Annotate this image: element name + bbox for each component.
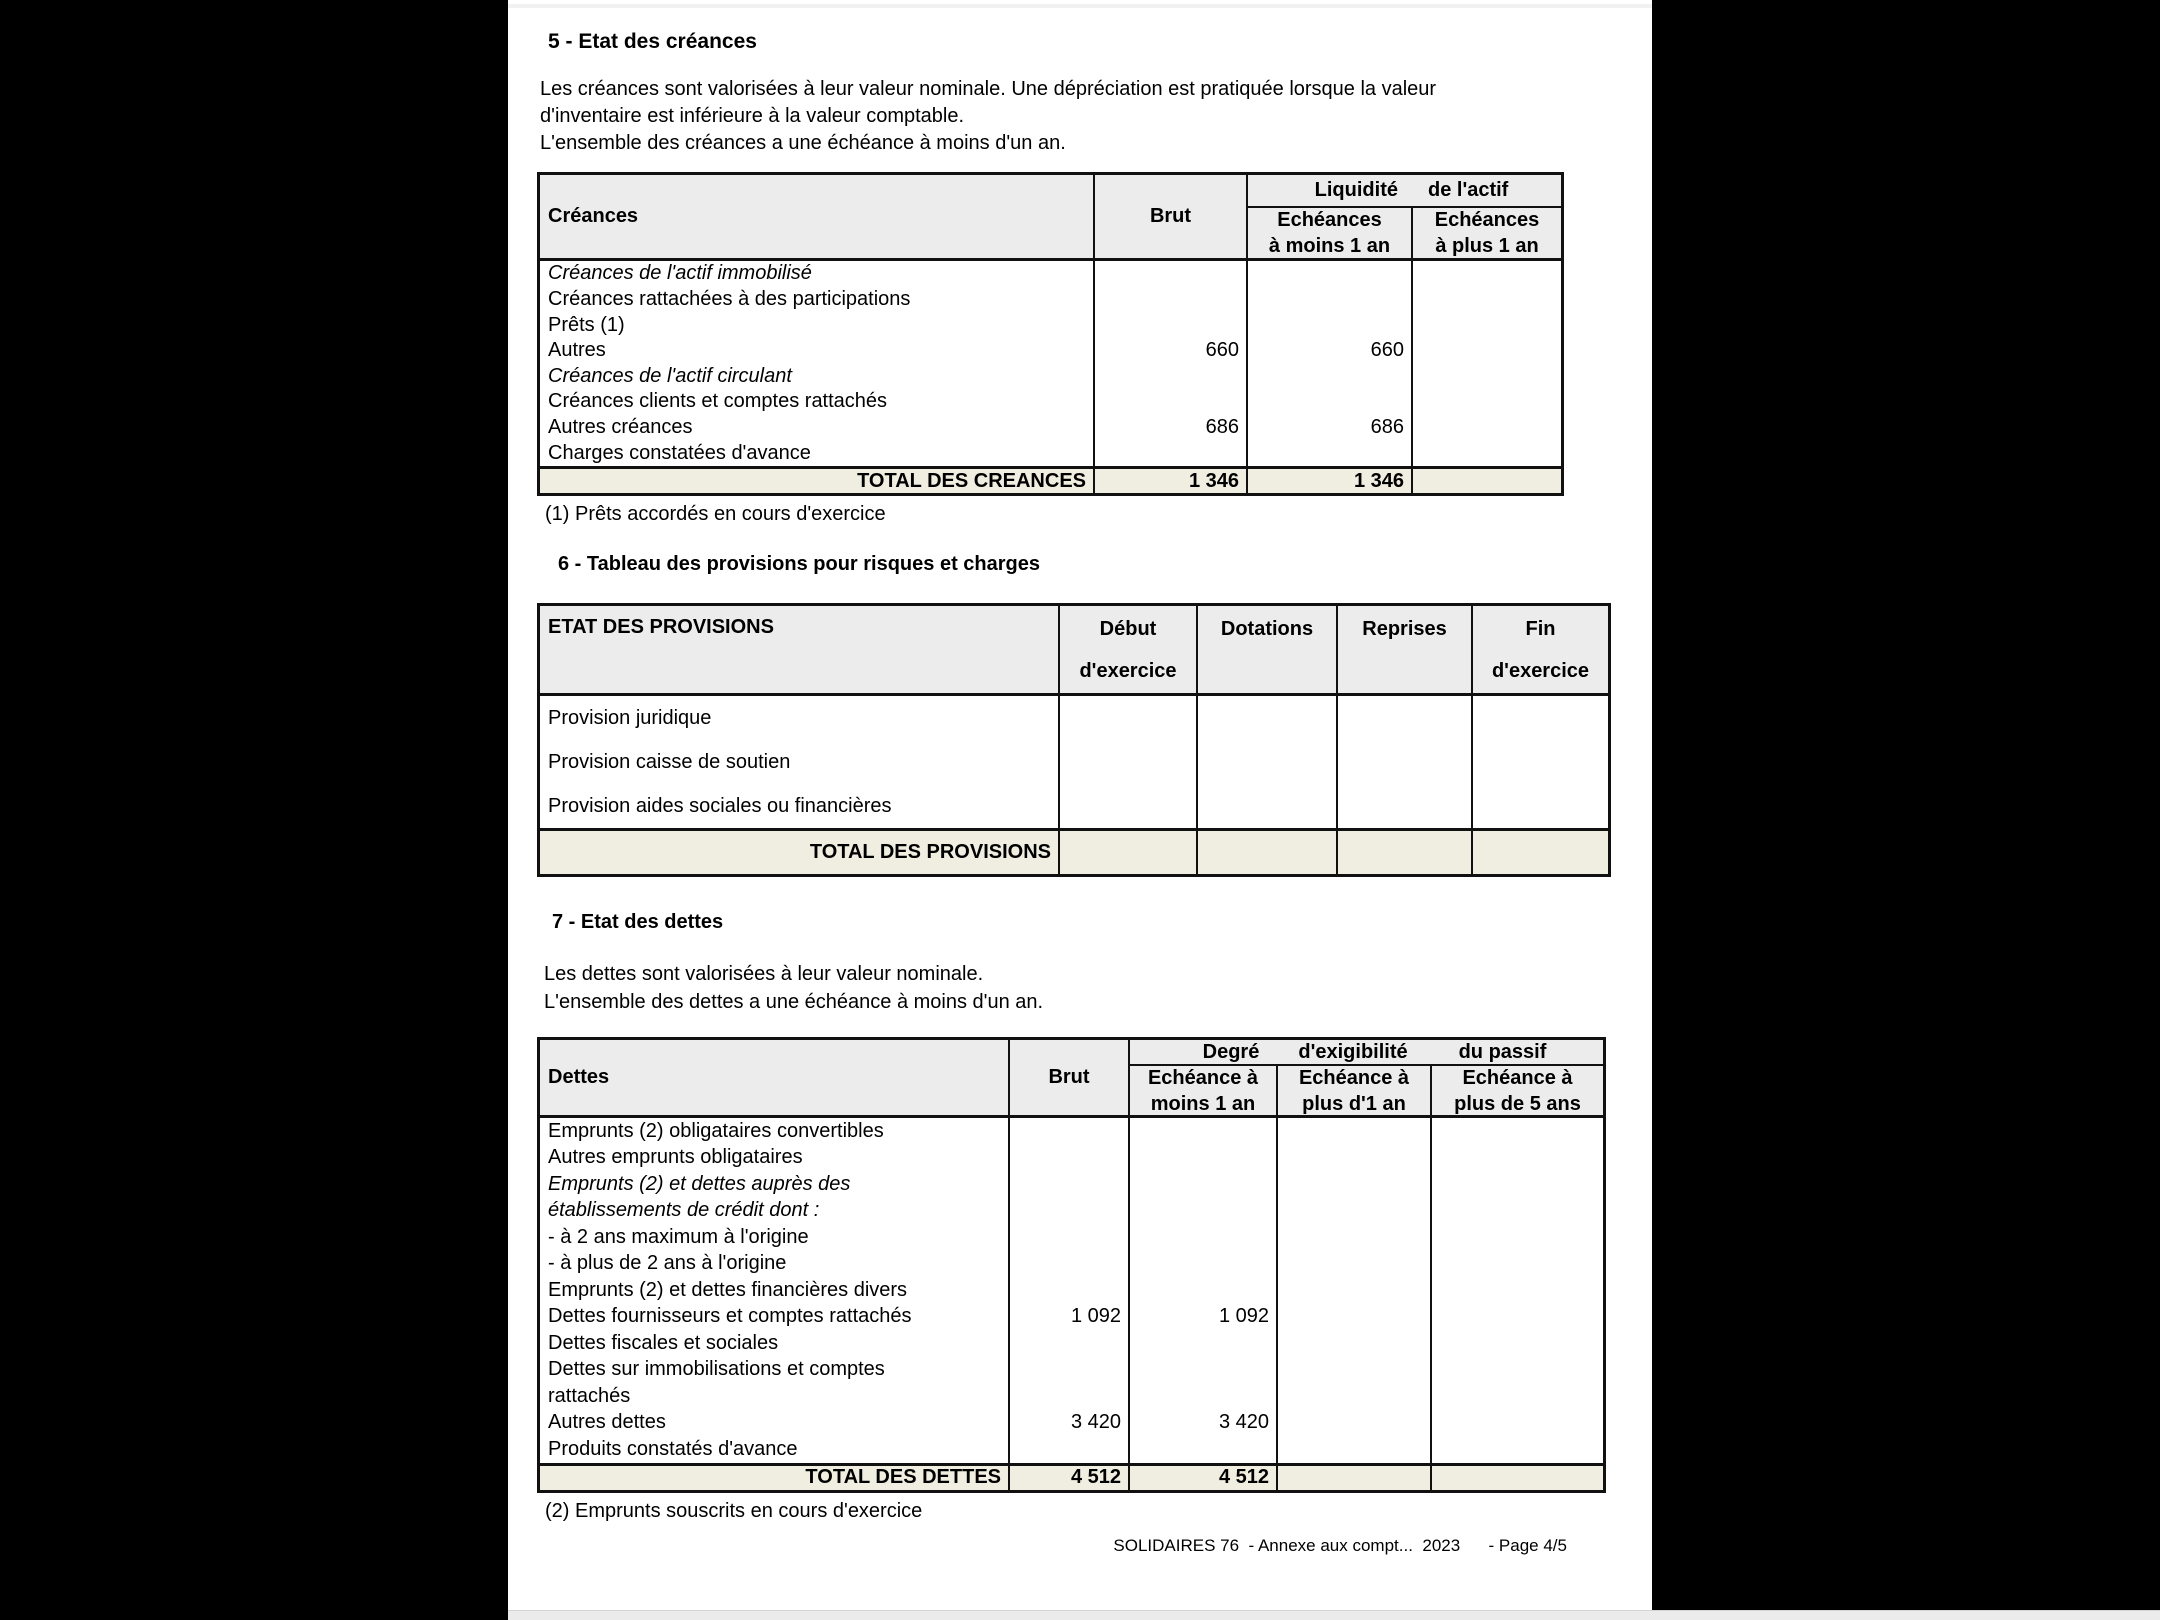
- page-footer: SOLIDAIRES 76 - Annexe aux compt... 2023 - Page 4/5: [1113, 1536, 1567, 1555]
- creances-table: [537, 172, 1564, 496]
- debut-value-cell: [1058, 696, 1196, 740]
- total-provisions-fin: [1471, 828, 1608, 874]
- brut-value-cell: [1008, 1145, 1128, 1172]
- row-label-cell: Provision caisse de soutien: [548, 750, 791, 773]
- paragraph-line: L'ensemble des créances a une échéance à moins d'un an.: [540, 132, 1066, 154]
- brut-value-cell: [1008, 1118, 1128, 1145]
- brut-value-cell: 686: [1093, 415, 1246, 441]
- moins-1-an-value-cell: [1128, 1251, 1276, 1278]
- header-line-top: Dotations: [1220, 618, 1314, 640]
- moins-1-an-value-cell: [1246, 364, 1411, 390]
- row-label-cell: Créances rattachées à des participations: [548, 287, 911, 310]
- header-line-bottom: d'exercice: [1491, 660, 1590, 682]
- moins-1-an-value-cell: [1128, 1171, 1276, 1198]
- plus-5-ans-value-cell: [1430, 1224, 1603, 1251]
- dotations-value-cell: [1196, 696, 1336, 740]
- section-6-heading: 6 - Tableau des provisions pour risques et charges: [558, 553, 1040, 575]
- footnote-1: (1) Prêts accordés en cours d'exercice: [545, 503, 886, 525]
- brut-value-cell: [1008, 1436, 1128, 1463]
- moins-1-an-value-cell: [1128, 1277, 1276, 1304]
- row-label-cell: Créances de l'actif circulant: [548, 364, 792, 387]
- row-label-cell: Autres: [548, 339, 606, 362]
- echeances-plus-1-an-header: Echéances à plus 1 an: [1411, 208, 1561, 261]
- brut-value-cell: 1 092: [1008, 1304, 1128, 1331]
- row-label-cell: Provision aides sociales ou financières: [548, 794, 892, 817]
- liquidite-span-header: [1246, 175, 1561, 208]
- plus-1-an-value-cell: [1276, 1357, 1430, 1384]
- moins-1-an-value-cell: [1128, 1224, 1276, 1251]
- plus-5-ans-value-cell: [1430, 1330, 1603, 1357]
- row-label-cell: Charges constatées d'avance: [548, 441, 811, 464]
- brut-value-cell: 660: [1093, 338, 1246, 364]
- moins-1-an-value-cell: 3 420: [1128, 1410, 1276, 1437]
- plus-5-ans-value-cell: [1430, 1198, 1603, 1225]
- moins-1-an-value-cell: [1246, 287, 1411, 313]
- total-provisions-dotations: [1196, 828, 1336, 874]
- brut-value-cell: [1093, 440, 1246, 466]
- row-label-cell: Créances de l'actif immobilisé: [548, 262, 812, 285]
- moins-1-an-value-cell: [1128, 1357, 1276, 1384]
- total-creances-plus: [1411, 466, 1561, 493]
- row-label-cell: Emprunts (2) et dettes financières divers: [548, 1278, 908, 1301]
- section-5-paragraph: [540, 76, 1436, 157]
- section-7-paragraph: [544, 960, 1043, 1016]
- moins-1-an-value-cell: 660: [1246, 338, 1411, 364]
- total-dettes-label: TOTAL DES DETTES: [540, 1463, 1008, 1490]
- degre-word: Degré: [1202, 1040, 1260, 1063]
- total-provisions-debut: [1058, 828, 1196, 874]
- plus-5-ans-value-cell: [1430, 1383, 1603, 1410]
- total-dettes-brut: 4 512: [1008, 1463, 1128, 1490]
- provisions-column-header: [1471, 606, 1608, 696]
- dotations-value-cell: [1196, 740, 1336, 784]
- plus-1-an-value-cell: [1276, 1436, 1430, 1463]
- dotations-value-cell: [1196, 784, 1336, 828]
- plus-1-an-value-cell: [1411, 415, 1561, 441]
- row-label-cell: Créances clients et comptes rattachés: [548, 390, 888, 413]
- row-label-cell: établissements de crédit dont :: [548, 1199, 820, 1222]
- plus-1-an-value-cell: [1276, 1277, 1430, 1304]
- moins-1-an-value-cell: [1246, 440, 1411, 466]
- row-label-cell: Dettes sur immobilisations et comptes: [548, 1358, 885, 1381]
- plus-5-ans-value-cell: [1430, 1304, 1603, 1331]
- total-creances-moins: 1 346: [1246, 466, 1411, 493]
- plus-1-an-value-cell: [1276, 1224, 1430, 1251]
- moins-1-an-value-cell: [1128, 1436, 1276, 1463]
- brut-value-cell: [1093, 389, 1246, 415]
- moins-1-an-value-cell: [1128, 1330, 1276, 1357]
- plus-1-an-value-cell: [1411, 364, 1561, 390]
- provisions-column-header: [1058, 606, 1196, 696]
- creances-column-header: Créances: [540, 175, 1093, 261]
- echeance-plus-1-an-header: Echéance à plus d'1 an: [1276, 1066, 1430, 1118]
- plus-5-ans-value-cell: [1430, 1277, 1603, 1304]
- paragraph-line: d'inventaire est inférieure à la valeur comptable.: [540, 105, 965, 127]
- plus-5-ans-value-cell: [1430, 1436, 1603, 1463]
- fin-value-cell: [1471, 696, 1608, 740]
- row-label-cell: Autres créances: [548, 416, 693, 439]
- exigibilite-word: d'exigibilité: [1298, 1040, 1408, 1063]
- plus-5-ans-value-cell: [1430, 1410, 1603, 1437]
- moins-1-an-value-cell: [1246, 312, 1411, 338]
- plus-1-an-value-cell: [1276, 1118, 1430, 1145]
- du-passif-word: du passif: [1458, 1040, 1547, 1063]
- total-provisions-label: TOTAL DES PROVISIONS: [540, 828, 1058, 874]
- row-label-cell: - à 2 ans maximum à l'origine: [548, 1225, 809, 1248]
- plus-1-an-value-cell: [1411, 440, 1561, 466]
- dettes-table: [537, 1037, 1606, 1493]
- row-label-cell: Dettes fiscales et sociales: [548, 1331, 779, 1354]
- section-5-heading: 5 - Etat des créances: [548, 30, 757, 53]
- provisions-table: [537, 603, 1611, 877]
- provisions-column-header: [1336, 606, 1471, 696]
- plus-1-an-value-cell: [1411, 261, 1561, 287]
- moins-1-an-value-cell: 686: [1246, 415, 1411, 441]
- brut-value-cell: [1008, 1198, 1128, 1225]
- de-l-actif-word: de l'actif: [1427, 179, 1509, 201]
- moins-1-an-value-cell: [1128, 1383, 1276, 1410]
- plus-5-ans-value-cell: [1430, 1145, 1603, 1172]
- row-label-cell: Emprunts (2) et dettes auprès des: [548, 1172, 851, 1195]
- plus-5-ans-value-cell: [1430, 1357, 1603, 1384]
- row-label-cell: Dettes fournisseurs et comptes rattachés: [548, 1305, 912, 1328]
- total-dettes-moins: 4 512: [1128, 1463, 1276, 1490]
- liquidite-word: Liquidité: [1314, 179, 1398, 201]
- paragraph-line: Les dettes sont valorisées à leur valeur nominale.: [544, 963, 984, 985]
- echeances-moins-1-an-header: Echéances à moins 1 an: [1246, 208, 1411, 261]
- header-line-bottom: d'exercice: [1079, 660, 1177, 682]
- document-page: [508, 0, 1652, 1610]
- moins-1-an-value-cell: [1128, 1145, 1276, 1172]
- echeance-plus-5-ans-header: Echéance à plus de 5 ans: [1430, 1066, 1603, 1118]
- window-bottom-strip: [508, 1610, 2160, 1620]
- footnote-2: (2) Emprunts souscrits en cours d'exercice: [545, 1500, 923, 1522]
- brut-value-cell: [1093, 364, 1246, 390]
- page-top-edge: [508, 4, 1652, 8]
- plus-1-an-value-cell: [1276, 1304, 1430, 1331]
- row-label-cell: - à plus de 2 ans à l'origine: [548, 1252, 787, 1275]
- plus-5-ans-value-cell: [1430, 1251, 1603, 1278]
- brut-value-cell: [1008, 1330, 1128, 1357]
- row-label-cell: Autres emprunts obligataires: [548, 1146, 803, 1169]
- brut-column-header: Brut: [1008, 1040, 1128, 1118]
- brut-value-cell: [1093, 287, 1246, 313]
- plus-1-an-value-cell: [1276, 1410, 1430, 1437]
- fin-value-cell: [1471, 784, 1608, 828]
- header-line-top: Fin: [1525, 618, 1556, 640]
- moins-1-an-value-cell: [1128, 1118, 1276, 1145]
- total-creances-brut: 1 346: [1093, 466, 1246, 493]
- moins-1-an-value-cell: [1128, 1198, 1276, 1225]
- plus-1-an-value-cell: [1411, 389, 1561, 415]
- plus-1-an-value-cell: [1276, 1330, 1430, 1357]
- dettes-column-header: Dettes: [540, 1040, 1008, 1118]
- brut-value-cell: [1008, 1171, 1128, 1198]
- row-label-cell: rattachés: [548, 1384, 631, 1407]
- total-dettes-plus-1-an: [1276, 1463, 1430, 1490]
- total-dettes-plus-5-ans: [1430, 1463, 1603, 1490]
- plus-1-an-value-cell: [1411, 338, 1561, 364]
- brut-value-cell: [1008, 1251, 1128, 1278]
- fin-value-cell: [1471, 740, 1608, 784]
- brut-column-header: Brut: [1093, 175, 1246, 261]
- row-label-cell: Emprunts (2) obligataires convertibles: [548, 1119, 884, 1142]
- degre-exigibilite-span-header: [1128, 1040, 1603, 1066]
- header-line-top: Reprises: [1362, 618, 1447, 640]
- moins-1-an-value-cell: 1 092: [1128, 1304, 1276, 1331]
- plus-1-an-value-cell: [1276, 1145, 1430, 1172]
- brut-value-cell: [1008, 1277, 1128, 1304]
- plus-1-an-value-cell: [1276, 1251, 1430, 1278]
- paragraph-line: Les créances sont valorisées à leur valeur nominale. Une dépréciation est pratiquée lorsque la valeur: [540, 78, 1437, 100]
- plus-1-an-value-cell: [1276, 1171, 1430, 1198]
- row-label-cell: Prêts (1): [548, 313, 625, 336]
- section-7-heading: 7 - Etat des dettes: [552, 911, 724, 933]
- moins-1-an-value-cell: [1246, 389, 1411, 415]
- paragraph-line: L'ensemble des dettes a une échéance à moins d'un an.: [544, 991, 1044, 1013]
- brut-value-cell: [1093, 261, 1246, 287]
- plus-1-an-value-cell: [1276, 1383, 1430, 1410]
- row-label-cell: Provision juridique: [548, 706, 712, 729]
- plus-5-ans-value-cell: [1430, 1171, 1603, 1198]
- debut-value-cell: [1058, 740, 1196, 784]
- moins-1-an-value-cell: [1246, 261, 1411, 287]
- reprises-value-cell: [1336, 740, 1471, 784]
- plus-5-ans-value-cell: [1430, 1118, 1603, 1145]
- total-provisions-reprises: [1336, 828, 1471, 874]
- total-creances-label: TOTAL DES CREANCES: [540, 466, 1093, 493]
- row-label-cell: Autres dettes: [548, 1411, 666, 1434]
- brut-value-cell: [1008, 1357, 1128, 1384]
- debut-value-cell: [1058, 784, 1196, 828]
- brut-value-cell: [1093, 312, 1246, 338]
- brut-value-cell: [1008, 1383, 1128, 1410]
- plus-1-an-value-cell: [1411, 287, 1561, 313]
- plus-1-an-value-cell: [1411, 312, 1561, 338]
- header-line-top: Début: [1099, 618, 1157, 640]
- etat-des-provisions-header: ETAT DES PROVISIONS: [540, 606, 1058, 696]
- brut-value-cell: [1008, 1224, 1128, 1251]
- echeance-moins-1-an-header: Echéance à moins 1 an: [1128, 1066, 1276, 1118]
- reprises-value-cell: [1336, 696, 1471, 740]
- brut-value-cell: 3 420: [1008, 1410, 1128, 1437]
- plus-1-an-value-cell: [1276, 1198, 1430, 1225]
- provisions-column-header: [1196, 606, 1336, 696]
- reprises-value-cell: [1336, 784, 1471, 828]
- row-label-cell: Produits constatés d'avance: [548, 1437, 798, 1460]
